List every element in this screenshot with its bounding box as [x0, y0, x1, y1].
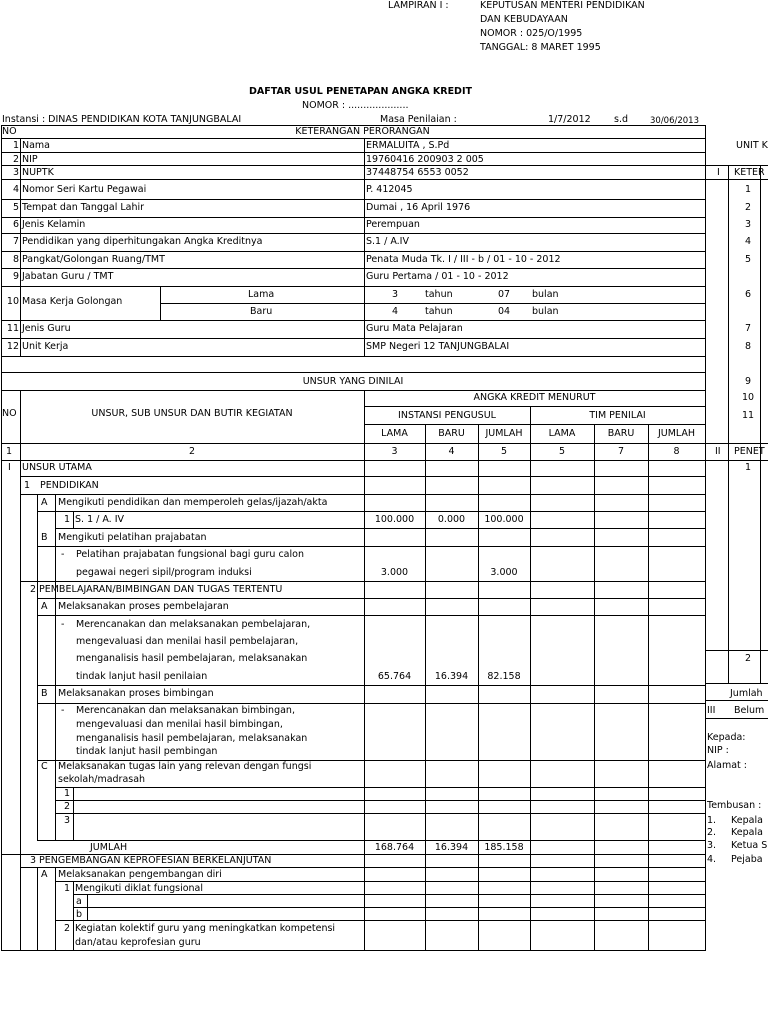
- value-cell: 100.000: [374, 514, 415, 525]
- item-no: 1: [24, 480, 31, 491]
- sub-text: Melaksanakan proses bimbingan: [58, 688, 214, 699]
- angka-kredit-header: ANGKA KREDIT MENURUT: [473, 392, 596, 403]
- masa-lama-bulan: 07: [498, 289, 511, 300]
- keterangan-perorangan-title: KETERANGAN PERORANGAN: [295, 126, 430, 137]
- row-label: Jenis Kelamin: [22, 219, 86, 230]
- document-title: DAFTAR USUL PENETAPAN ANGKA KREDIT: [249, 86, 472, 97]
- item-no: 1: [64, 514, 71, 525]
- jumlah-label: JUMLAH: [90, 842, 128, 853]
- dash: -: [61, 549, 65, 560]
- keputusan-line: DAN KEBUDAYAAN: [480, 14, 568, 25]
- keputusan-line: TANGGAL: 8 MARET 1995: [480, 42, 601, 53]
- masa-baru-tahun: 4: [392, 306, 399, 317]
- dash: -: [61, 705, 65, 716]
- tembusan-num: 2.: [707, 827, 717, 838]
- item-no: 2: [64, 923, 71, 934]
- right-keterangan: KETER: [734, 167, 765, 178]
- bulan-label: bulan: [532, 289, 559, 300]
- sub-text: sekolah/madrasah: [58, 774, 146, 785]
- row-label: Jabatan Guru / TMT: [22, 271, 114, 282]
- row-no: 3: [12, 167, 19, 178]
- sub-text: Melaksanakan proses pembelajaran: [58, 601, 229, 612]
- item-no: 3: [30, 855, 37, 866]
- item-text: menganalisis hasil pembelajaran, melaksanakan: [76, 653, 308, 664]
- tembusan-item: Pejaba: [731, 854, 763, 865]
- tembusan-item: Kepala: [731, 827, 763, 838]
- sub-letter: a: [76, 896, 82, 907]
- right-num: 7: [745, 323, 752, 334]
- value-cell: 16.394: [434, 671, 469, 682]
- col-header: LAMA: [381, 428, 408, 439]
- col-number: 2: [188, 446, 196, 457]
- row-no: 12: [6, 341, 19, 352]
- value-cell: 168.764: [374, 842, 415, 853]
- row-label: Pangkat/Golongan Ruang/TMT: [22, 254, 165, 265]
- row-no: 1: [12, 140, 19, 151]
- row-label: Nomor Seri Kartu Pegawai: [22, 184, 147, 195]
- item-text: tindak lanjut hasil pembingan: [76, 746, 218, 757]
- col-number: 4: [448, 446, 455, 457]
- masa-lama-label: Lama: [248, 289, 275, 300]
- right-roman: II: [715, 446, 721, 457]
- row-no: 8: [12, 254, 19, 265]
- sub-text: Mengikuti pendidikan dan memperoleh gelas/ijazah/akta: [58, 497, 328, 508]
- kepada-label: Kepada:: [707, 732, 746, 743]
- row-no: 5: [12, 202, 19, 213]
- row-no: 7: [12, 236, 19, 247]
- no-header: NO: [2, 126, 17, 137]
- row-value: Guru Mata Pelajaran: [366, 323, 463, 334]
- sub-letter: B: [41, 688, 48, 699]
- col-header: BARU: [607, 428, 635, 439]
- item-no: 1: [64, 788, 71, 799]
- row-value: S.1 / A.IV: [366, 236, 409, 247]
- keputusan-line: NOMOR : 025/O/1995: [480, 28, 583, 39]
- right-num: 3: [745, 219, 752, 230]
- pendidikan-heading: PENDIDIKAN: [40, 480, 99, 491]
- item-text: Kegiatan kolektif guru yang meningkatkan kompetensi: [75, 923, 336, 934]
- roman-numeral: I: [8, 462, 11, 473]
- masa-sd: s.d: [614, 114, 628, 125]
- row-no: 10: [6, 296, 19, 307]
- row-label: Jenis Guru: [22, 323, 71, 334]
- tim-penilai-header: TIM PENILAI: [589, 410, 646, 421]
- value-cell: 3.000: [490, 567, 518, 578]
- row-value: 19760416 200903 2 005: [366, 154, 484, 165]
- col-number: 5: [500, 446, 508, 457]
- row-label: Unit Kerja: [22, 341, 69, 352]
- sub-letter: A: [41, 497, 48, 508]
- col-number: 5: [558, 446, 566, 457]
- item-text: Merencanakan dan melaksanakan bimbingan,: [76, 705, 295, 716]
- row-label: Masa Kerja Golongan: [22, 296, 123, 307]
- value-cell: 65.764: [377, 671, 412, 682]
- item-text: Pelatihan prajabatan fungsional bagi guru calon: [76, 549, 304, 560]
- dash: -: [61, 619, 65, 630]
- right-penetapan: PENET: [734, 446, 765, 457]
- right-unit-label: UNIT K: [736, 140, 768, 151]
- sub-text: Melaksanakan pengembangan diri: [58, 869, 222, 880]
- tembusan-label: Tembusan :: [707, 800, 762, 811]
- right-num: 2: [745, 202, 752, 213]
- nip-label: NIP :: [707, 745, 729, 756]
- row-no: 4: [12, 184, 19, 195]
- row-no: 6: [12, 219, 19, 230]
- value-cell: 3.000: [380, 567, 409, 578]
- row-value: ERMALUITA , S.Pd: [366, 140, 450, 151]
- masa-baru-bulan: 04: [498, 306, 511, 317]
- item-text: mengevaluasi dan menilai hasil pembelajaran,: [76, 636, 299, 647]
- tembusan-item: Kepala: [731, 815, 763, 826]
- item-no: 3: [64, 815, 71, 826]
- masa-to: 30/06/2013: [650, 116, 699, 126]
- tembusan-num: 4.: [707, 854, 717, 865]
- right-belum: Belum: [734, 705, 765, 716]
- pengembangan-heading: PENGEMBANGAN KEPROFESIAN BERKELANJUTAN: [39, 855, 272, 866]
- keputusan-line: KEPUTUSAN MENTERI PENDIDIKAN: [480, 0, 645, 11]
- alamat-label: Alamat :: [707, 760, 747, 771]
- sub-text: Mengikuti pelatihan prajabatan: [58, 532, 207, 543]
- item-text: pegawai negeri sipil/program induksi: [76, 567, 252, 578]
- unsur-dinilai-title: UNSUR YANG DINILAI: [302, 376, 404, 387]
- row-value: Penata Muda Tk. I / III - b / 01 - 10 - 2012: [366, 254, 561, 265]
- value-cell: 82.158: [487, 671, 521, 682]
- right-num: 4: [745, 236, 752, 247]
- instansi-label: Instansi : DINAS PENDIDIKAN KOTA TANJUNGBALAI: [2, 114, 242, 125]
- sub-letter: A: [41, 869, 48, 880]
- right-num: 1: [745, 462, 752, 473]
- bulan-label: bulan: [532, 306, 559, 317]
- right-num: 10: [742, 392, 755, 403]
- item-text: dan/atau keprofesian guru: [75, 937, 201, 948]
- no-header: NO: [2, 408, 17, 419]
- right-num: 11: [742, 410, 755, 421]
- row-value: SMP Negeri 12 TANJUNGBALAI: [366, 341, 510, 352]
- col-header: JUMLAH: [657, 428, 696, 439]
- col-number: 7: [617, 446, 625, 457]
- item-text: menganalisis hasil pembelajaran, melaksanakan: [76, 733, 308, 744]
- right-roman: III: [707, 705, 716, 716]
- masa-penilaian-label: Masa Penilaian :: [380, 114, 457, 125]
- instansi-pengusul-header: INSTANSI PENGUSUL: [398, 410, 496, 421]
- row-value: P. 412045: [366, 184, 413, 195]
- row-no: 11: [6, 323, 19, 334]
- item-no: 1: [64, 883, 71, 894]
- right-num: 6: [745, 289, 752, 300]
- col-header: LAMA: [548, 428, 576, 439]
- right-num: 1: [745, 184, 752, 195]
- value-cell: 185.158: [484, 842, 524, 853]
- right-roman: I: [717, 167, 720, 178]
- masa-lama-tahun: 3: [392, 289, 399, 300]
- pembelajaran-heading: PEMBELAJARAN/BIMBINGAN DAN TUGAS TERTENTU: [39, 584, 283, 595]
- item-text: Mengikuti diklat fungsional: [75, 883, 204, 894]
- document-number: NOMOR : ....................: [302, 100, 409, 111]
- row-value: Perempuan: [366, 219, 420, 230]
- col-number: 1: [6, 446, 13, 457]
- tahun-label: tahun: [425, 289, 453, 300]
- right-num: 5: [745, 254, 752, 265]
- value-cell: 100.000: [484, 514, 524, 525]
- row-value: Guru Pertama / 01 - 10 - 2012: [366, 271, 509, 282]
- right-num: 2: [745, 653, 752, 664]
- sub-letter: b: [76, 909, 83, 920]
- right-num: 9: [745, 376, 752, 387]
- item-no: 2: [64, 801, 71, 812]
- right-jumlah: Jumlah: [730, 688, 763, 699]
- masa-from: 1/7/2012: [548, 114, 591, 125]
- item-no: 2: [30, 584, 37, 595]
- col-number: 8: [673, 446, 680, 457]
- row-value: 37448754 6553 0052: [366, 167, 469, 178]
- sub-letter: A: [41, 601, 48, 612]
- item-text: tindak lanjut hasil penilaian: [76, 671, 208, 682]
- right-num: 8: [745, 341, 752, 352]
- tembusan-item: Ketua S: [731, 840, 768, 851]
- row-label: NIP: [22, 154, 38, 165]
- col-header: JUMLAH: [485, 428, 523, 439]
- tahun-label: tahun: [425, 306, 453, 317]
- item-text: mengevaluasi dan menilai hasil bimbingan,: [76, 719, 283, 730]
- unsur-utama: UNSUR UTAMA: [22, 462, 92, 473]
- item-text: S. 1 / A. IV: [75, 514, 125, 525]
- row-label: Pendidikan yang diperhitungakan Angka Kreditnya: [22, 236, 263, 247]
- row-label: Tempat dan Tanggal Lahir: [22, 202, 145, 213]
- tembusan-num: 3.: [707, 840, 717, 851]
- value-cell: 0.000: [437, 514, 466, 525]
- row-value: Dumai , 16 April 1976: [366, 202, 471, 213]
- col-header: BARU: [438, 428, 465, 439]
- row-no: 2: [12, 154, 19, 165]
- tembusan-num: 1.: [707, 815, 717, 826]
- row-label: NUPTK: [22, 167, 54, 178]
- value-cell: 16.394: [434, 842, 469, 853]
- sub-text: Melaksanakan tugas lain yang relevan dengan fungsi: [58, 761, 312, 772]
- row-no: 9: [12, 271, 19, 282]
- masa-baru-label: Baru: [250, 306, 273, 317]
- lampiran-label: LAMPIRAN I :: [388, 0, 449, 11]
- item-text: Merencanakan dan melaksanakan pembelajaran,: [76, 619, 311, 630]
- sub-letter: B: [41, 532, 48, 543]
- col-number: 3: [391, 446, 398, 457]
- row-label: Nama: [22, 140, 51, 151]
- sub-letter: C: [41, 761, 48, 772]
- kegiatan-header: UNSUR, SUB UNSUR DAN BUTIR KEGIATAN: [91, 408, 293, 419]
